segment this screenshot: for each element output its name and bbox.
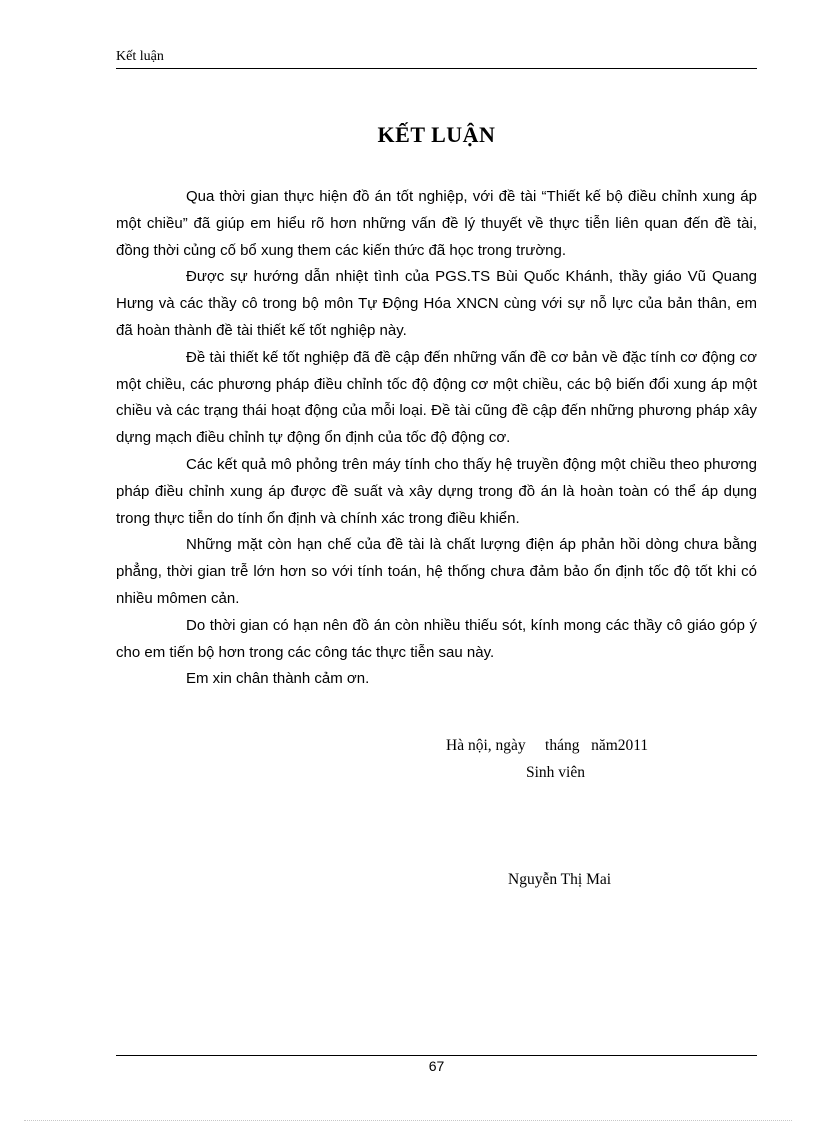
conclusion-body <box>116 184 757 693</box>
paragraph-4: Các kết quả mô phỏng trên máy tính cho thấy hệ truyền động một chiều theo phương pháp điều chỉnh xung áp được đề suất và xây dựng trong đồ án là hoàn toàn có thể áp dụng trong thực tiễn do tính ổn định và chính xác trong điều khiển. <box>116 455 757 527</box>
header-section-label: Kết luận <box>116 49 164 64</box>
closing-thanks: Em xin chân thành cảm ơn. <box>186 670 370 688</box>
paragraph-6: Do thời gian có hạn nên đồ án còn nhiều thiếu sót, kính mong các thầy cô giáo góp ý cho em tiến bộ hơn trong các công tác thực tiễn sau này. <box>116 616 757 661</box>
header-divider <box>116 68 757 69</box>
signature-role: Sinh viên <box>526 764 585 781</box>
paragraph-2: Được sự hướng dẫn nhiệt tình của PGS.TS Bùi Quốc Khánh, thầy giáo Vũ Quang Hưng và các thầy cô trong bộ môn Tự Động Hóa XNCN cùng với sự nỗ lực của bản thân, em đã hoàn thành đề tài thiết kế tốt nghiệp này. <box>116 268 757 339</box>
signature-date-line: Hà nội, ngày tháng năm2011 <box>446 737 649 754</box>
page-number: 67 <box>428 1058 445 1074</box>
footer-divider <box>116 1055 757 1056</box>
signature-name: Nguyễn Thị Mai <box>508 871 612 888</box>
paragraph-1: Qua thời gian thực hiện đồ án tốt nghiệp, với đề tài “Thiết kế bộ điều chỉnh xung áp một chiều” đã giúp em hiểu rõ hơn những vấn đề lý thuyết về thực tiễn liên quan đến đề tài, đồng thời củng cố bổ xung them các kiến thức đã học trong trường. <box>116 188 757 259</box>
page-title: KẾT LUẬN <box>377 122 496 147</box>
page-edge-divider <box>24 1120 792 1121</box>
paragraph-3: Đề tài thiết kế tốt nghiệp đã đề cập đến những vấn đề cơ bản về đặc tính cơ động cơ một chiều, các phương pháp điều chỉnh tốc độ động cơ một chiều, các bộ biến đổi xung áp một chiều và các trạng thái hoạt động của mỗi loại. Đề tài cũng đề cập đến những phương pháp xây dựng mạch điều chỉnh tự động ổn định của tốc độ động cơ. <box>116 348 757 447</box>
paragraph-5: Những mặt còn hạn chế của đề tài là chất lượng điện áp phản hồi dòng chưa bằng phẳng, thời gian trễ lớn hơn so với tính toán, hệ thống chưa đảm bảo ổn định tốc độ tốt khi có nhiều mômen cản. <box>116 536 757 607</box>
